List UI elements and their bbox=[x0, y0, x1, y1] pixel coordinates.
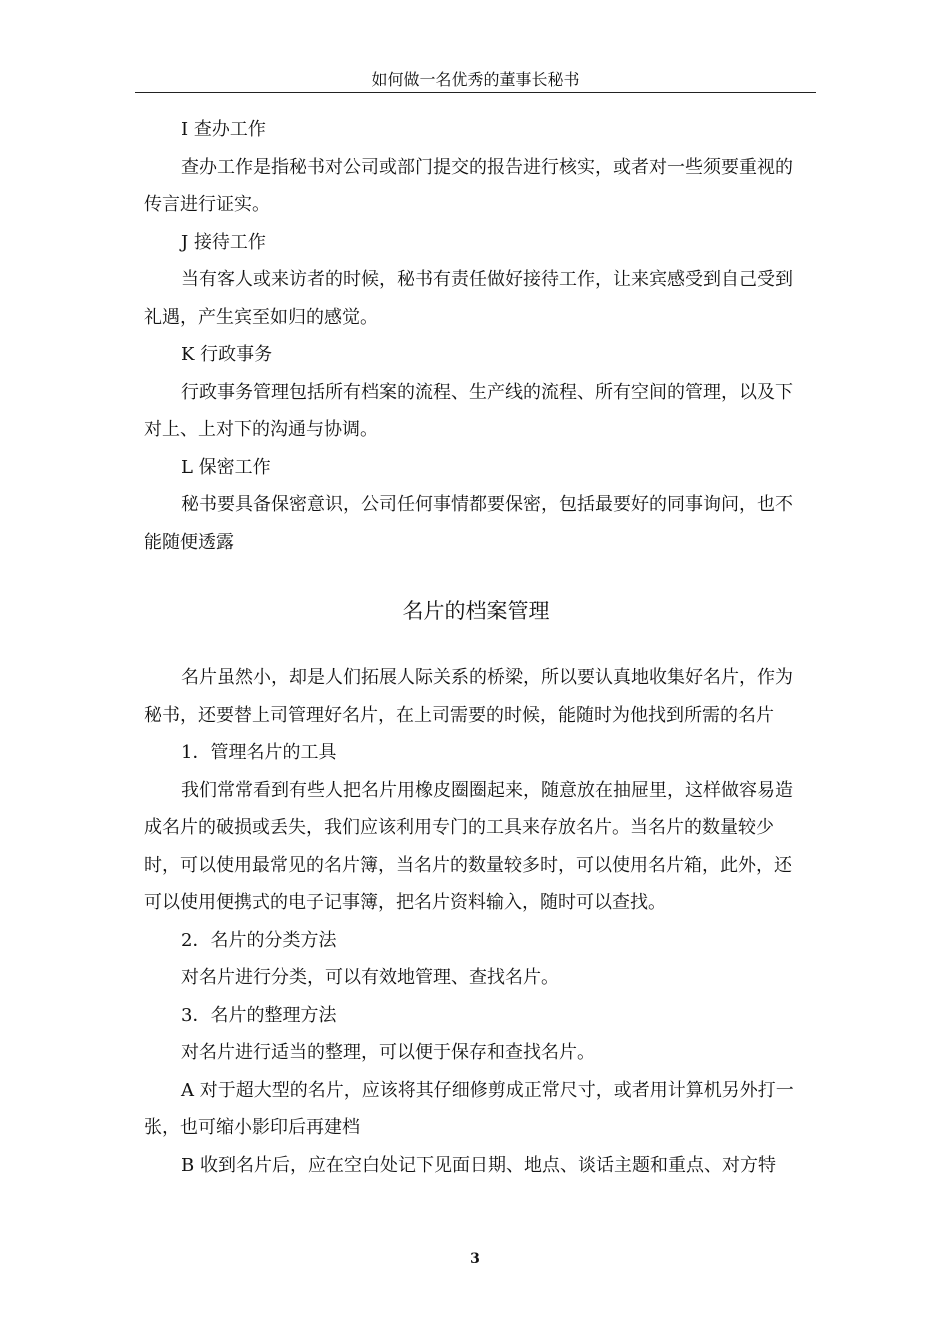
paragraph-confidentiality: 秘书要具备保密意识，公司任何事情都要保密，包括最要好的同事询问，也不能随便透露 bbox=[144, 494, 793, 553]
document-body bbox=[144, 111, 808, 1184]
header-rule bbox=[135, 92, 816, 93]
item-heading-l: L 保密工作 bbox=[181, 456, 271, 478]
subheading-classification: 2．名片的分类方法 bbox=[181, 929, 337, 951]
paragraph-organizing: 对名片进行适当的整理，可以便于保存和查找名片。 bbox=[181, 1042, 595, 1063]
subheading-organizing: 3．名片的整理方法 bbox=[181, 1004, 337, 1026]
paragraph-administration: 行政事务管理包括所有档案的流程、生产线的流程、所有空间的管理，以及下对上、上对下的沟通与协调。 bbox=[144, 381, 793, 440]
item-heading-j: J 接待工作 bbox=[181, 231, 266, 253]
subheading-tools: 1．管理名片的工具 bbox=[181, 742, 337, 763]
paragraph-reception: 当有客人或来访者的时候，秘书有责任做好接待工作，让来宾感受到自己受到礼遇，产生宾至如归的感觉。 bbox=[144, 269, 793, 328]
page-number: 3 bbox=[470, 1251, 480, 1267]
item-heading-i: I 查办工作 bbox=[181, 119, 266, 140]
paragraph-inspection: 查办工作是指秘书对公司或部门提交的报告进行核实，或者对一些须要重视的传言进行证实。 bbox=[144, 156, 793, 215]
paragraph-tools: 我们常常看到有些人把名片用橡皮圈圈起来，随意放在抽屉里，这样做容易造成名片的破损或丢失，我们应该利用专门的工具来存放名片。当名片的数量较少时，可以使用最常见的名片簿，当名片的数量较多时，可以使用名片箱，此外，还可以使用便携式的电子记事簿，把名片资料输入，随时可以查找。 bbox=[144, 779, 793, 913]
paragraph-classification: 对名片进行分类，可以有效地管理、查找名片。 bbox=[181, 967, 559, 988]
item-heading-k: K 行政事务 bbox=[181, 344, 273, 365]
item-a: A 对于超大型的名片，应该将其仔细修剪成正常尺寸，或者用计算机另外打一张，也可缩小影印后再建档 bbox=[144, 1079, 794, 1138]
running-header: 如何做一名优秀的董事长秘书 bbox=[371, 70, 580, 89]
section-title: 名片的档案管理 bbox=[402, 599, 550, 623]
item-b: B 收到名片后，应在空白处记下见面日期、地点、谈话主题和重点、对方特 bbox=[181, 1154, 776, 1176]
paragraph-intro: 名片虽然小，却是人们拓展人际关系的桥梁，所以要认真地收集好名片，作为秘书，还要替上司管理好名片，在上司需要的时候，能随时为他找到所需的名片 bbox=[144, 667, 793, 726]
